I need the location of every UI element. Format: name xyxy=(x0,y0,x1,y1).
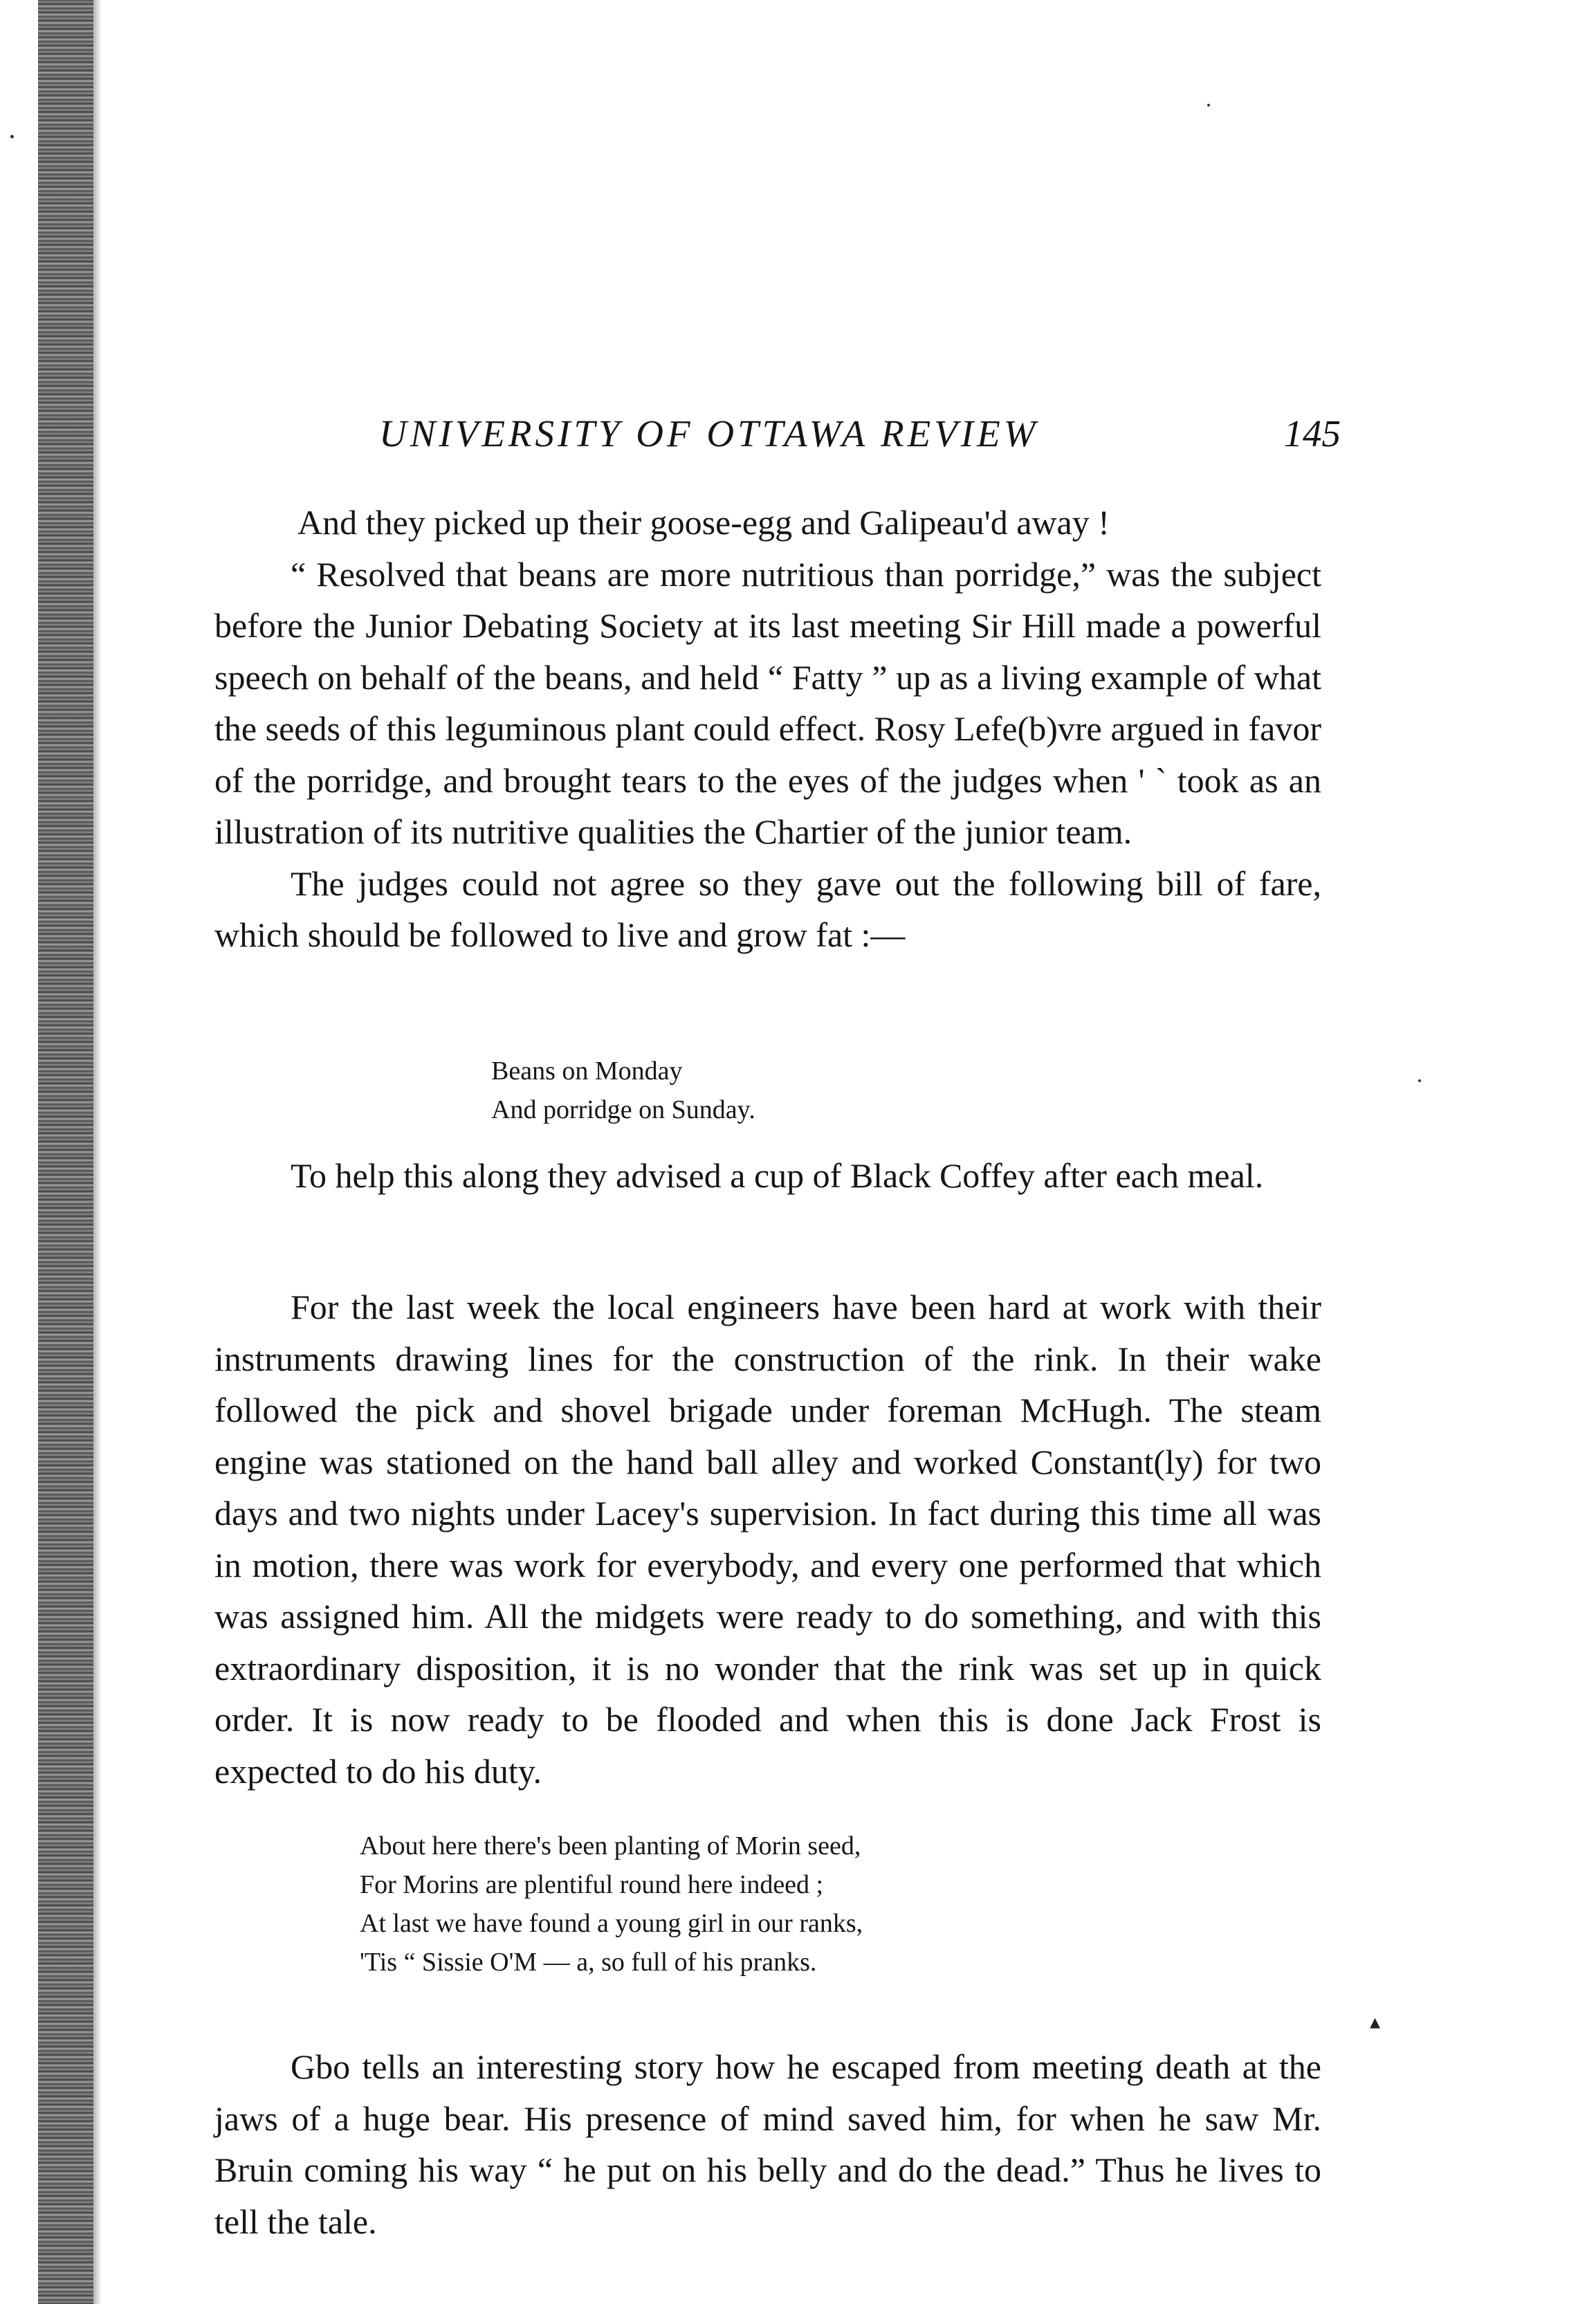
verse-line: At last we have found a young girl in our ranks, xyxy=(360,1909,863,1938)
verse-line: For Morins are plentiful round here indeed ; xyxy=(360,1870,824,1899)
verse-line: About here there's been planting of Morin seed, xyxy=(360,1831,861,1860)
paragraph-bear-story: Gbo tells an interesting story how he escaped from meeting death at the jaws of a huge bear. His presence of mind saved him, for when he saw Mr. Bruin coming his way “ he put on his belly and do the dead.” Thus he lives to tell the tale. xyxy=(214,2047,1321,2241)
paragraph-rink-construction: For the last week the local engineers have been hard at work with their instruments drawing lines for the construction of the rink. In their wake followed the pick and shovel brigade under foreman McHugh. The steam engine was stationed on the hand ball alley and worked Constant(ly) for two days and two nights under Lacey's supervision. In fact during this time all was in motion, there was work for everybody, and every one performed that which was assigned him. All the midgets were ready to do something, and with this extraordinary disposition, it is no wonder that the rink was set up in quick order. It is now ready to be flooded and when this is done Jack Frost is expected to do his duty. xyxy=(214,1288,1321,1791)
scan-speck xyxy=(1207,104,1210,107)
text-block-coffey xyxy=(214,1150,1321,1202)
verse-line: And porridge on Sunday. xyxy=(491,1095,755,1124)
text-block-bear xyxy=(214,2041,1321,2247)
paragraph-debate: “ Resolved that beans are more nutritious than porridge,” was the subject before the Junior Debating Society at its last meeting Sir Hill made a powerful speech on behalf of the beans, and held “ Fatty ” up as a living example of what the seeds of this leguminous plant could effect. Rosy Lefe(b)vre argued in favor of the porridge, and brought tears to the eyes of the judges when ' ` took as an illustration of its nutritive qualities the Chartier of the junior team. xyxy=(214,554,1321,851)
running-header xyxy=(379,412,1341,467)
page-number: 145 xyxy=(1283,412,1341,455)
margin-mark: ▴ xyxy=(1370,2011,1381,2033)
text-block-rink xyxy=(214,1281,1321,1797)
scan-speck xyxy=(1418,1079,1421,1082)
text-block-debate xyxy=(214,497,1321,961)
verse-line: 'Tis “ Sissie O'M — a, so full of his pranks. xyxy=(360,1948,817,1977)
paragraph-galipeau: And they picked up their goose-egg and Galipeau'd away ! xyxy=(297,503,1110,542)
verse-line: Beans on Monday xyxy=(491,1057,683,1086)
paragraph-black-coffey: To help this along they advised a cup of Black Coffey after each meal. xyxy=(291,1156,1264,1195)
verse-beans xyxy=(491,1052,755,1129)
scanned-page-binding-edge xyxy=(38,0,93,2304)
journal-title: UNIVERSITY OF OTTAWA REVIEW xyxy=(379,412,1039,455)
paragraph-bill-of-fare: The judges could not agree so they gave out the following bill of fare, which should be followed to live and grow fat :— xyxy=(214,863,1321,954)
verse-morin xyxy=(360,1827,863,1982)
scan-speck xyxy=(10,135,14,138)
